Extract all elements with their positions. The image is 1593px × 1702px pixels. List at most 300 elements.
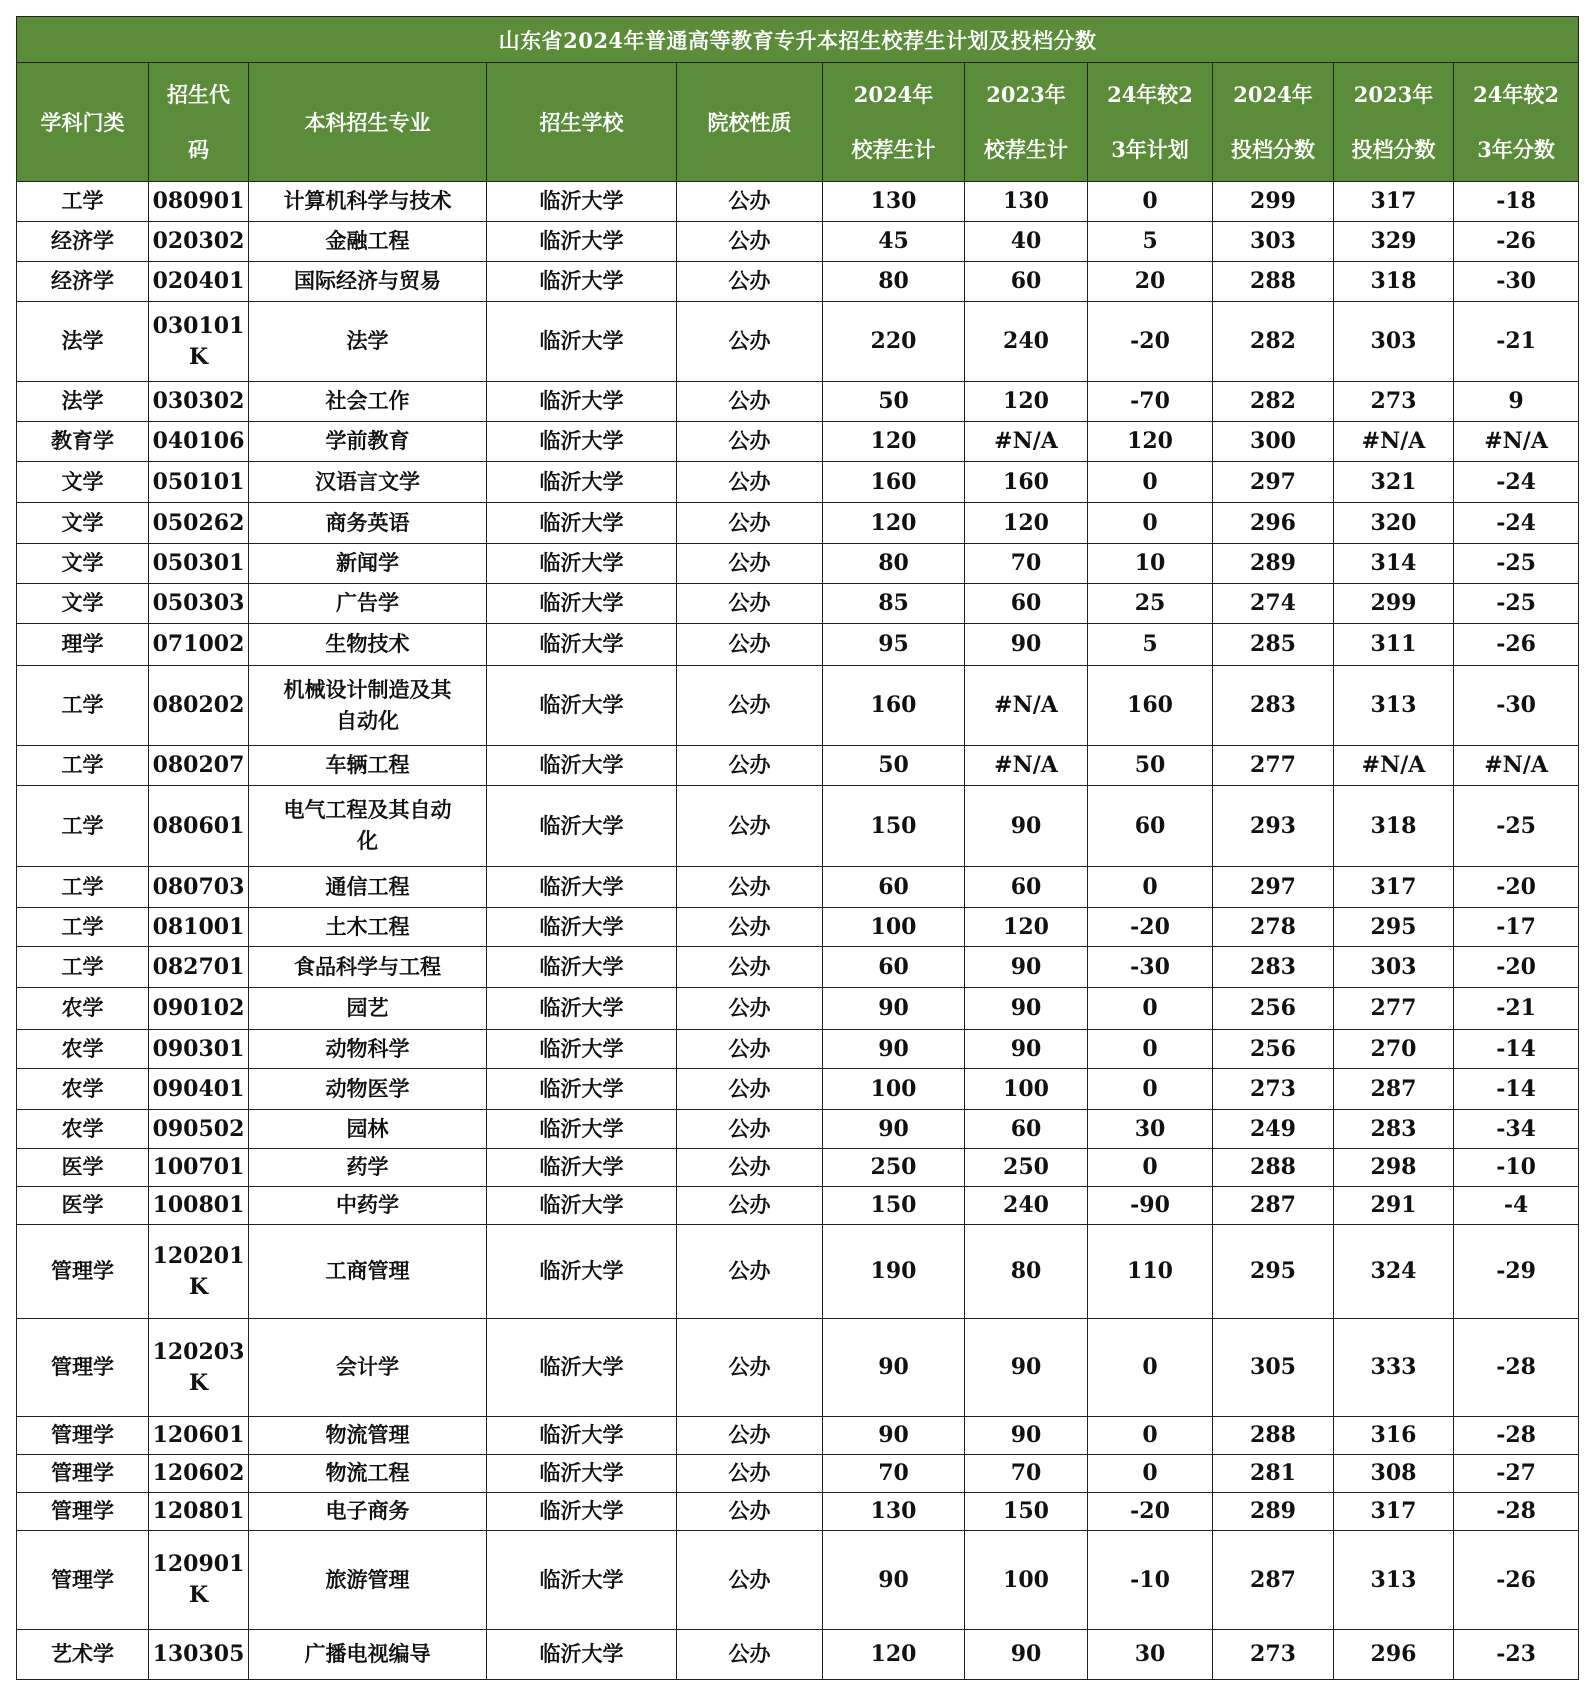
cell-plan-2023: 130: [965, 182, 1088, 222]
table-row: [17, 544, 1579, 584]
cell-major: [249, 262, 487, 302]
cell-major-line: 食品科学与工程: [294, 954, 441, 979]
cell-plan-2024: 85: [823, 584, 965, 624]
cell-school: 临沂大学: [487, 462, 677, 503]
cell-score-2024: 303: [1213, 222, 1334, 262]
cell-plan-2024: 190: [823, 1225, 965, 1319]
table-row: [17, 786, 1579, 867]
cell-score-2024: 273: [1213, 1069, 1334, 1110]
table-row: [17, 908, 1579, 947]
cell-code: [149, 1417, 249, 1455]
table-row: [17, 1531, 1579, 1630]
cell-school-type: 公办: [677, 1493, 823, 1531]
cell-major-line: 园林: [346, 1116, 389, 1141]
cell-plan-diff: -70: [1088, 382, 1213, 422]
cell-school: 临沂大学: [487, 1225, 677, 1319]
cell-plan-2023: #N/A: [965, 422, 1088, 462]
table-row: [17, 1630, 1579, 1680]
cell-major-line: 广播电视编导: [304, 1642, 431, 1666]
admission-table: [16, 16, 1579, 1680]
cell-school: 临沂大学: [487, 1110, 677, 1149]
cell-major: [249, 1225, 487, 1319]
table-row: [17, 1069, 1579, 1110]
header-score-2023-line: 投档分数: [1351, 137, 1436, 162]
cell-code-line: K: [188, 1369, 209, 1396]
cell-major-line: 汉语言文学: [315, 469, 420, 494]
cell-plan-2023: 90: [965, 1319, 1088, 1417]
cell-plan-2023: 100: [965, 1069, 1088, 1110]
cell-major: [249, 1110, 487, 1149]
cell-major: [249, 1149, 487, 1187]
table-row: [17, 1417, 1579, 1455]
cell-plan-diff: -30: [1088, 947, 1213, 988]
table-row: [17, 1319, 1579, 1417]
cell-code: [149, 262, 249, 302]
cell-code: [149, 746, 249, 786]
cell-plan-2023: 90: [965, 624, 1088, 666]
cell-category: 工学: [17, 947, 149, 988]
cell-plan-diff: -20: [1088, 302, 1213, 382]
header-code: [149, 63, 249, 182]
cell-score-2023: 317: [1334, 1493, 1454, 1531]
cell-plan-diff: 10: [1088, 544, 1213, 584]
cell-plan-diff: 20: [1088, 262, 1213, 302]
cell-major-line: 计算机科学与技术: [283, 189, 452, 213]
cell-score-2023: 308: [1334, 1455, 1454, 1493]
cell-plan-2024: 50: [823, 382, 965, 422]
header-score-2023: [1334, 63, 1454, 182]
cell-plan-2024: 130: [823, 182, 965, 222]
table-row: [17, 503, 1579, 544]
cell-score-2024: 293: [1213, 786, 1334, 867]
cell-category: 管理学: [17, 1455, 149, 1493]
cell-major-line: 金融工程: [325, 229, 410, 253]
table-row: [17, 262, 1579, 302]
cell-score-2024: 299: [1213, 182, 1334, 222]
cell-score-diff: -26: [1454, 222, 1579, 262]
cell-score-2023: 317: [1334, 867, 1454, 908]
cell-code-line: 090301: [152, 1035, 245, 1062]
cell-school: 临沂大学: [487, 1531, 677, 1630]
cell-score-diff: -25: [1454, 786, 1579, 867]
cell-plan-2024: 100: [823, 1069, 965, 1110]
cell-plan-diff: 0: [1088, 988, 1213, 1030]
cell-score-2023: 298: [1334, 1149, 1454, 1187]
cell-code-line: 090401: [152, 1075, 245, 1102]
cell-code: [149, 503, 249, 544]
cell-code: [149, 1319, 249, 1417]
cell-code-line: 120602: [152, 1460, 245, 1486]
cell-plan-2024: 60: [823, 947, 965, 988]
cell-score-diff: -28: [1454, 1319, 1579, 1417]
cell-plan-2024: 120: [823, 1630, 965, 1680]
cell-code-line: 120201: [152, 1242, 245, 1269]
cell-code: [149, 222, 249, 262]
cell-code-line: 080703: [152, 873, 245, 900]
cell-major-line: 会计学: [336, 1355, 399, 1379]
cell-major-line: 自动化: [336, 708, 399, 733]
cell-plan-diff: 0: [1088, 1319, 1213, 1417]
cell-category: 工学: [17, 908, 149, 947]
cell-code: [149, 908, 249, 947]
cell-score-2023: 291: [1334, 1187, 1454, 1225]
cell-category: 工学: [17, 786, 149, 867]
cell-plan-2023: 70: [965, 544, 1088, 584]
cell-major-line: 动物科学: [325, 1036, 410, 1061]
cell-school: 临沂大学: [487, 908, 677, 947]
column-header-row: [17, 63, 1579, 182]
cell-score-diff: -26: [1454, 624, 1579, 666]
cell-plan-2024: 80: [823, 262, 965, 302]
table-row: [17, 182, 1579, 222]
cell-score-2023: 303: [1334, 302, 1454, 382]
cell-plan-2023: #N/A: [965, 746, 1088, 786]
cell-code-line: 050262: [152, 509, 245, 536]
cell-school: 临沂大学: [487, 222, 677, 262]
cell-major-line: 机械设计制造及其: [283, 677, 452, 702]
cell-code: [149, 1455, 249, 1493]
header-code-line: 招生代: [167, 82, 230, 107]
cell-score-diff: 9: [1454, 382, 1579, 422]
cell-plan-2024: 130: [823, 1493, 965, 1531]
cell-school: 临沂大学: [487, 1030, 677, 1069]
cell-category: 经济学: [17, 222, 149, 262]
cell-school-type: 公办: [677, 584, 823, 624]
cell-school-type: 公办: [677, 1417, 823, 1455]
cell-category: 管理学: [17, 1319, 149, 1417]
cell-code-line: 050101: [152, 468, 245, 495]
cell-major: [249, 1630, 487, 1680]
cell-score-2023: 320: [1334, 503, 1454, 544]
cell-plan-2024: 90: [823, 1030, 965, 1069]
cell-plan-2023: 150: [965, 1493, 1088, 1531]
cell-major: [249, 947, 487, 988]
cell-major: [249, 1531, 487, 1630]
header-plan-2024-line: 校荐生计: [851, 137, 936, 162]
cell-school: 临沂大学: [487, 382, 677, 422]
cell-plan-2024: 90: [823, 1417, 965, 1455]
cell-plan-2024: 95: [823, 624, 965, 666]
cell-plan-2024: 90: [823, 988, 965, 1030]
cell-plan-2024: 100: [823, 908, 965, 947]
cell-code-line: 020302: [152, 228, 245, 254]
cell-plan-2024: 250: [823, 1149, 965, 1187]
header-major: [249, 63, 487, 182]
cell-school-type: 公办: [677, 1187, 823, 1225]
cell-school: 临沂大学: [487, 624, 677, 666]
cell-score-diff: -34: [1454, 1110, 1579, 1149]
cell-code: [149, 1110, 249, 1149]
cell-school-type: 公办: [677, 503, 823, 544]
cell-school-type: 公办: [677, 1149, 823, 1187]
cell-code-line: 080901: [152, 188, 245, 214]
cell-major: [249, 302, 487, 382]
cell-score-2024: 281: [1213, 1455, 1334, 1493]
cell-major: [249, 1319, 487, 1417]
cell-score-diff: -24: [1454, 462, 1579, 503]
cell-major: [249, 1030, 487, 1069]
cell-code: [149, 1030, 249, 1069]
cell-score-2024: 289: [1213, 1493, 1334, 1531]
cell-score-2024: 300: [1213, 422, 1334, 462]
cell-school: 临沂大学: [487, 666, 677, 746]
cell-plan-2023: 160: [965, 462, 1088, 503]
cell-major: [249, 382, 487, 422]
cell-code-line: 020401: [152, 268, 245, 294]
cell-category: 法学: [17, 382, 149, 422]
cell-plan-2023: 120: [965, 908, 1088, 947]
cell-score-diff: -17: [1454, 908, 1579, 947]
cell-category: 农学: [17, 1110, 149, 1149]
cell-major-line: 土木工程: [325, 914, 410, 939]
cell-plan-diff: 0: [1088, 1417, 1213, 1455]
cell-plan-2023: 100: [965, 1531, 1088, 1630]
table-row: [17, 1493, 1579, 1531]
cell-score-2024: 249: [1213, 1110, 1334, 1149]
cell-plan-2023: 40: [965, 222, 1088, 262]
cell-score-2023: 277: [1334, 988, 1454, 1030]
cell-plan-2023: 70: [965, 1455, 1088, 1493]
header-plan-2023-line: 校荐生计: [984, 137, 1068, 162]
cell-score-diff: -30: [1454, 666, 1579, 746]
cell-school-type: 公办: [677, 182, 823, 222]
cell-category: 经济学: [17, 262, 149, 302]
table-row: [17, 584, 1579, 624]
cell-code-line: 100801: [152, 1192, 245, 1218]
header-school-type: [677, 63, 823, 182]
cell-plan-2023: 60: [965, 584, 1088, 624]
table-row: [17, 988, 1579, 1030]
cell-score-diff: #N/A: [1454, 422, 1579, 462]
cell-plan-2024: 90: [823, 1110, 965, 1149]
cell-category: 管理学: [17, 1493, 149, 1531]
cell-school: 临沂大学: [487, 262, 677, 302]
cell-code: [149, 947, 249, 988]
cell-school-type: 公办: [677, 544, 823, 584]
cell-score-2024: 285: [1213, 624, 1334, 666]
cell-score-2024: 287: [1213, 1531, 1334, 1630]
cell-score-diff: -10: [1454, 1149, 1579, 1187]
header-plan-2024-line: 2024年: [853, 82, 934, 107]
cell-category: 文学: [17, 584, 149, 624]
cell-code-line: K: [188, 1582, 209, 1608]
header-category-line: 学科门类: [40, 109, 125, 135]
cell-category: 法学: [17, 302, 149, 382]
cell-school-type: 公办: [677, 746, 823, 786]
cell-score-2024: 283: [1213, 947, 1334, 988]
cell-plan-2023: 250: [965, 1149, 1088, 1187]
cell-category: 艺术学: [17, 1630, 149, 1680]
cell-plan-2023: 120: [965, 382, 1088, 422]
header-score-diff-line: 3年分数: [1477, 137, 1555, 162]
cell-score-2023: 318: [1334, 262, 1454, 302]
cell-plan-diff: -20: [1088, 908, 1213, 947]
cell-score-2023: 296: [1334, 1630, 1454, 1680]
cell-score-2023: 295: [1334, 908, 1454, 947]
cell-code-line: 040106: [152, 428, 245, 454]
cell-school: 临沂大学: [487, 1455, 677, 1493]
cell-major: [249, 786, 487, 867]
table-row: [17, 382, 1579, 422]
cell-plan-2024: 220: [823, 302, 965, 382]
cell-code-line: 050303: [152, 590, 245, 616]
cell-school-type: 公办: [677, 988, 823, 1030]
cell-score-diff: -28: [1454, 1493, 1579, 1531]
cell-plan-2024: 150: [823, 786, 965, 867]
cell-major-line: 生物技术: [325, 632, 410, 656]
cell-plan-2023: 90: [965, 988, 1088, 1030]
cell-school-type: 公办: [677, 302, 823, 382]
cell-school-type: 公办: [677, 624, 823, 666]
table-container: [16, 16, 1578, 1680]
cell-plan-2024: 70: [823, 1455, 965, 1493]
cell-score-diff: -20: [1454, 867, 1579, 908]
cell-score-2023: 329: [1334, 222, 1454, 262]
table-row: [17, 1187, 1579, 1225]
cell-major: [249, 988, 487, 1030]
cell-school: 临沂大学: [487, 988, 677, 1030]
cell-plan-diff: 0: [1088, 503, 1213, 544]
cell-school-type: 公办: [677, 1069, 823, 1110]
cell-plan-2023: 90: [965, 1630, 1088, 1680]
cell-school: 临沂大学: [487, 422, 677, 462]
cell-score-2023: #N/A: [1334, 746, 1454, 786]
cell-code-line: 082701: [152, 953, 245, 980]
cell-score-2023: 324: [1334, 1225, 1454, 1319]
cell-score-2023: 313: [1334, 666, 1454, 746]
cell-score-diff: -25: [1454, 584, 1579, 624]
cell-plan-2023: 90: [965, 786, 1088, 867]
cell-category: 教育学: [17, 422, 149, 462]
cell-school-type: 公办: [677, 908, 823, 947]
cell-plan-diff: -20: [1088, 1493, 1213, 1531]
cell-plan-2024: 160: [823, 462, 965, 503]
cell-code: [149, 544, 249, 584]
cell-major-line: 旅游管理: [325, 1567, 410, 1592]
table-row: [17, 422, 1579, 462]
cell-plan-2024: 160: [823, 666, 965, 746]
cell-school-type: 公办: [677, 666, 823, 746]
cell-category: 管理学: [17, 1225, 149, 1319]
header-plan-diff-line: 3年计划: [1111, 137, 1189, 162]
cell-school: 临沂大学: [487, 584, 677, 624]
cell-category: 管理学: [17, 1417, 149, 1455]
cell-school-type: 公办: [677, 222, 823, 262]
cell-score-2024: 282: [1213, 382, 1334, 422]
table-row: [17, 462, 1579, 503]
cell-category: 管理学: [17, 1531, 149, 1630]
cell-school: 临沂大学: [487, 867, 677, 908]
cell-category: 工学: [17, 182, 149, 222]
cell-code-line: 081001: [152, 913, 245, 940]
table-row: [17, 624, 1579, 666]
cell-score-2024: 295: [1213, 1225, 1334, 1319]
cell-category: 农学: [17, 1030, 149, 1069]
cell-school: 临沂大学: [487, 947, 677, 988]
header-school-type-line: 院校性质: [707, 109, 792, 135]
cell-school-type: 公办: [677, 1630, 823, 1680]
cell-score-diff: -20: [1454, 947, 1579, 988]
cell-plan-diff: 0: [1088, 867, 1213, 908]
cell-code-line: K: [188, 1273, 209, 1300]
cell-category: 理学: [17, 624, 149, 666]
cell-category: 农学: [17, 1069, 149, 1110]
cell-plan-diff: 0: [1088, 1149, 1213, 1187]
header-category: [17, 63, 149, 182]
cell-category: 工学: [17, 746, 149, 786]
cell-code: [149, 1225, 249, 1319]
cell-code-line: 030302: [152, 388, 245, 414]
cell-major: [249, 462, 487, 503]
cell-score-2023: 318: [1334, 786, 1454, 867]
cell-plan-diff: 160: [1088, 666, 1213, 746]
header-plan-2023: [965, 63, 1088, 182]
cell-plan-diff: -90: [1088, 1187, 1213, 1225]
cell-plan-diff: 30: [1088, 1630, 1213, 1680]
cell-category: 医学: [17, 1187, 149, 1225]
cell-code-line: 120901: [152, 1551, 245, 1577]
cell-score-2024: 297: [1213, 462, 1334, 503]
cell-code-line: 090102: [152, 995, 245, 1021]
cell-score-diff: -29: [1454, 1225, 1579, 1319]
cell-school-type: 公办: [677, 422, 823, 462]
cell-code: [149, 302, 249, 382]
cell-plan-diff: 0: [1088, 1030, 1213, 1069]
cell-plan-2023: 60: [965, 262, 1088, 302]
cell-plan-diff: 30: [1088, 1110, 1213, 1149]
header-plan-diff-line: 24年较2: [1107, 82, 1193, 107]
cell-plan-diff: 120: [1088, 422, 1213, 462]
cell-major: [249, 867, 487, 908]
table-row: [17, 867, 1579, 908]
table-row: [17, 1225, 1579, 1319]
cell-code: [149, 462, 249, 503]
cell-school: 临沂大学: [487, 786, 677, 867]
cell-major-line: 新闻学: [336, 551, 399, 575]
header-score-2024: [1213, 63, 1334, 182]
cell-score-2023: 316: [1334, 1417, 1454, 1455]
header-score-2024-line: 2024年: [1233, 82, 1313, 107]
table-row: [17, 666, 1579, 746]
cell-school: 临沂大学: [487, 1319, 677, 1417]
cell-code: [149, 584, 249, 624]
cell-major: [249, 422, 487, 462]
cell-major: [249, 544, 487, 584]
cell-major-line: 商务英语: [325, 510, 410, 535]
cell-score-2023: 317: [1334, 182, 1454, 222]
cell-code: [149, 988, 249, 1030]
cell-score-diff: -21: [1454, 988, 1579, 1030]
cell-major-line: 中药学: [336, 1193, 399, 1217]
cell-plan-2023: 90: [965, 947, 1088, 988]
cell-score-2023: 333: [1334, 1319, 1454, 1417]
cell-score-diff: -28: [1454, 1417, 1579, 1455]
cell-category: 工学: [17, 867, 149, 908]
cell-major-line: 化: [357, 829, 378, 853]
header-school: [487, 63, 677, 182]
header-code-line: 码: [188, 137, 209, 162]
cell-plan-2023: 240: [965, 302, 1088, 382]
header-score-2023-line: 2023年: [1353, 82, 1434, 107]
cell-score-2024: 273: [1213, 1630, 1334, 1680]
cell-plan-diff: 0: [1088, 1069, 1213, 1110]
cell-code: [149, 382, 249, 422]
cell-school-type: 公办: [677, 462, 823, 503]
cell-category: 文学: [17, 503, 149, 544]
table-title: 山东省2024年普通高等教育专升本招生校荐生计划及投档分数: [17, 17, 1579, 63]
cell-code: [149, 1187, 249, 1225]
cell-major: [249, 1417, 487, 1455]
